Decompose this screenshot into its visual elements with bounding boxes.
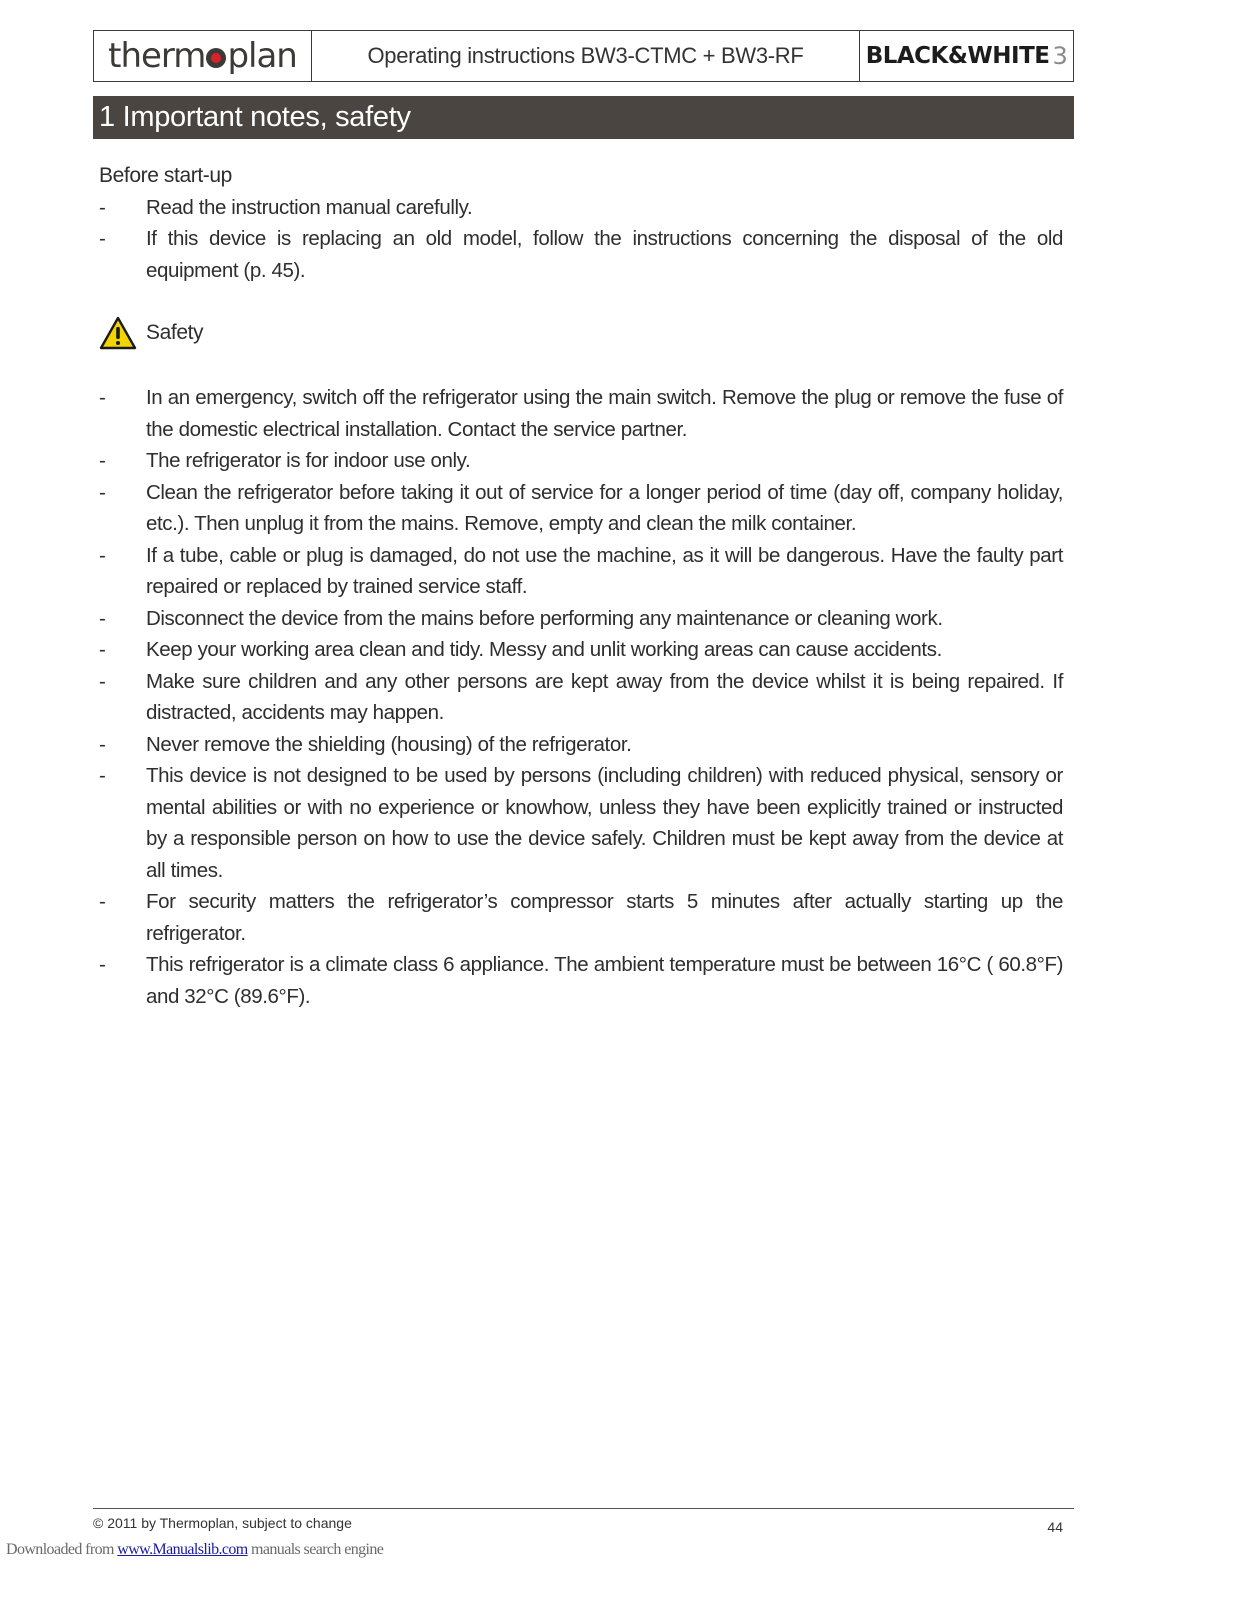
list-item (99, 540, 1063, 603)
safety-heading (99, 316, 1063, 350)
warning-triangle-icon (99, 316, 137, 350)
list-item-text: This refrigerator is a climate class 6 appliance. The ambient temperature must be between 16°C ( 60.8°F) and 32°C (89.6°F). (146, 953, 1063, 1008)
before-startup-heading: Before start-up (99, 164, 232, 187)
download-watermark (6, 1541, 383, 1559)
document-title: Operating instructions BW3-CTMC + BW3-RF (312, 31, 860, 81)
section-title: 1 Important notes, safety (93, 96, 1074, 139)
safety-list (99, 382, 1063, 1012)
main-content (99, 160, 1063, 1012)
list-item (99, 603, 1063, 635)
list-item (99, 949, 1063, 1012)
dash-bullet: - (99, 480, 106, 504)
safety-heading-label: Safety (146, 321, 204, 345)
logo-text-left: therm (108, 36, 206, 76)
list-item (99, 760, 1063, 886)
thermoplan-logo (108, 36, 297, 76)
list-item-text: If a tube, cable or plug is damaged, do not use the machine, as it will be dangerous. Have the faulty part repaired or replaced by trained service staff. (146, 543, 1063, 598)
dash-bullet: - (99, 669, 106, 693)
list-item (99, 382, 1063, 445)
list-item-text: Read the instruction manual carefully. (146, 195, 473, 219)
logo-swiss-dot-icon (206, 48, 226, 68)
before-startup-list (99, 192, 1063, 287)
list-item-text: If this device is replacing an old model, follow the instructions concerning the disposal of the old equipment (p. 45). (146, 227, 1063, 282)
list-item (99, 634, 1063, 666)
list-item-text: Clean the refrigerator before taking it out of service for a longer period of time (day off, company holiday, etc.). Then unplug it from the mains. Remove, empty and clean the milk container. (146, 480, 1063, 535)
list-item-text: Keep your working area clean and tidy. Messy and unlit working areas can cause accidents. (146, 638, 942, 661)
dash-bullet: - (99, 606, 106, 630)
list-item (99, 223, 1063, 286)
list-item (99, 192, 1063, 224)
product-brand-label: BLACK&WHITE (865, 43, 1050, 69)
list-item-text: Make sure children and any other persons are kept away from the device whilst it is being repaired. If distracted, accidents may happen. (146, 669, 1063, 724)
list-item (99, 666, 1063, 729)
product-brand-number: 3 (1052, 42, 1068, 70)
dash-bullet: - (99, 543, 106, 567)
product-brand (860, 31, 1073, 81)
footer-copyright: © 2011 by Thermoplan, subject to change (93, 1515, 352, 1531)
page-number: 44 (1047, 1519, 1063, 1535)
list-item-text: For security matters the refrigerator’s compressor starts 5 minutes after actually starting up the refrigerator. (146, 890, 1063, 945)
list-item (99, 477, 1063, 540)
watermark-suffix: manuals search engine (247, 1541, 384, 1558)
footer-divider (93, 1508, 1074, 1509)
list-item (99, 445, 1063, 477)
dash-bullet: - (99, 764, 106, 787)
list-item-text: Never remove the shielding (housing) of the refrigerator. (146, 732, 632, 756)
logo-cell (94, 31, 312, 81)
list-item (99, 886, 1063, 949)
dash-bullet: - (99, 386, 106, 409)
dash-bullet: - (99, 953, 106, 976)
list-item (99, 729, 1063, 761)
manualslib-link[interactable]: www.Manualslib.com (117, 1541, 248, 1558)
list-item-text: In an emergency, switch off the refrigerator using the main switch. Remove the plug or remove the fuse of the domestic electrical installation. Contact the service partner. (146, 386, 1063, 441)
list-item-text: The refrigerator is for indoor use only. (146, 449, 471, 472)
dash-bullet: - (99, 638, 106, 661)
logo-text-right: plan (227, 36, 297, 76)
dash-bullet: - (99, 195, 106, 219)
list-item-text: This device is not designed to be used by persons (including children) with reduced physical, sensory or mental abilities or with no experience or knowhow, unless they have been explicitly trained or instructed by a responsible person on how to use the device safely. Children must be kept away from the device at all times. (146, 764, 1063, 882)
dash-bullet: - (99, 449, 106, 472)
dash-bullet: - (99, 890, 106, 913)
list-item-text: Disconnect the device from the mains before performing any maintenance or cleaning work. (146, 606, 943, 630)
dash-bullet: - (99, 732, 106, 756)
dash-bullet: - (99, 227, 106, 250)
watermark-prefix: Downloaded from (6, 1541, 118, 1558)
page-header (93, 30, 1074, 82)
